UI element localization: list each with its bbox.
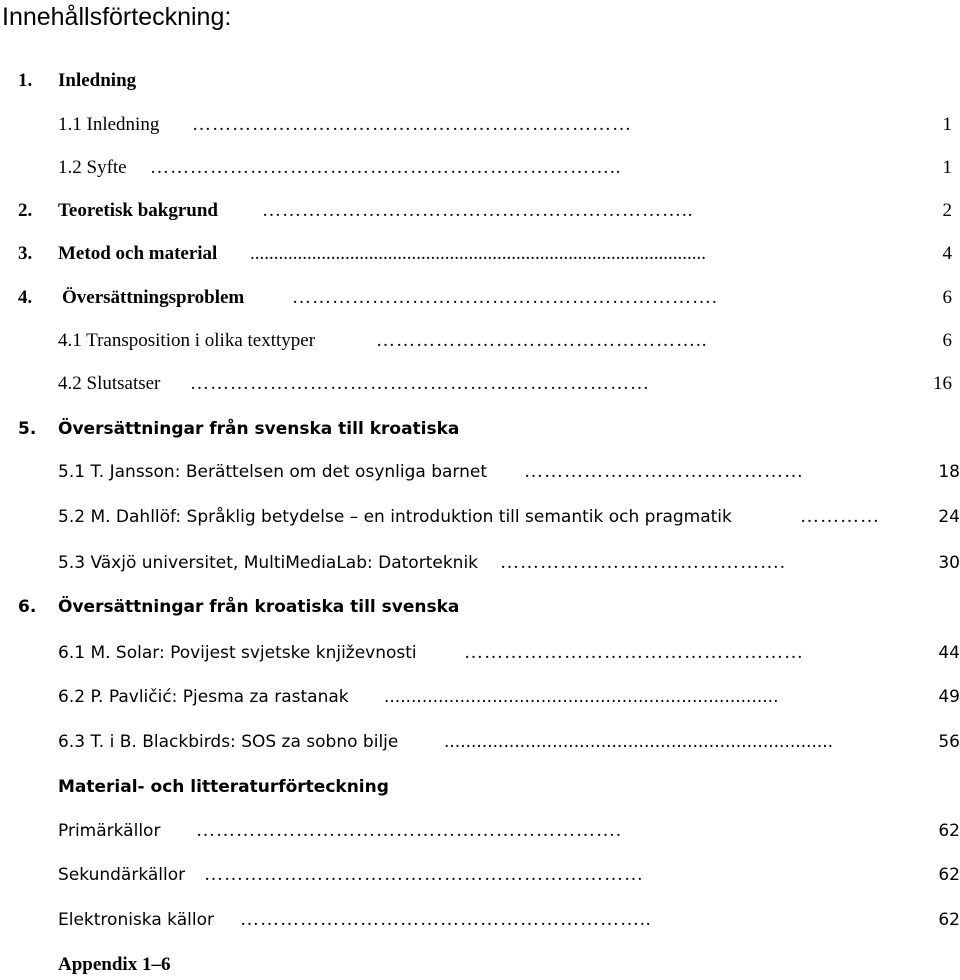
- toc-entry-label: Teoretisk bakgrund: [58, 200, 218, 221]
- toc-entry-label: Översättningar från svenska till kroatiska: [58, 419, 460, 439]
- toc-leader-dots: ……………………………………………………………..: [150, 157, 622, 178]
- toc-entry-number: 2.: [18, 200, 33, 221]
- toc-entry-5[interactable]: [0, 414, 960, 444]
- toc-entry-label: 4.1 Transposition i olika texttyper: [58, 330, 316, 351]
- toc-entry-label: Översättningar från kroatiska till svenska: [58, 597, 460, 617]
- toc-leader-dots: ……………………………………………: [464, 642, 804, 663]
- toc-entry-4-1[interactable]: [0, 326, 960, 356]
- toc-page-number: 1: [942, 157, 952, 178]
- toc-entry-label: Appendix 1–6: [58, 954, 171, 975]
- toc-leader-dots: …………………………………………………………: [192, 114, 632, 135]
- toc-entry-label: 6.3 T. i B. Blackbirds: SOS za sobno bilje: [58, 732, 399, 752]
- toc-page-number: 6: [942, 330, 952, 351]
- toc-entry-1-1[interactable]: [0, 110, 960, 140]
- toc-entry-label: 5.2 M. Dahllöf: Språklig betydelse – en introduktion till semantik och pragmatik: [58, 507, 732, 527]
- toc-entry-appendix[interactable]: [0, 950, 960, 980]
- toc-entry-1-2[interactable]: [0, 153, 960, 183]
- toc-leader-dots: …………: [800, 506, 880, 527]
- toc-page-number: 18: [938, 462, 960, 482]
- toc-entry-6-1[interactable]: [0, 638, 960, 668]
- toc-entry-elektroniska-kallor[interactable]: [0, 905, 960, 935]
- toc-entry-5-1[interactable]: [0, 457, 960, 487]
- toc-entry-label: Inledning: [58, 70, 137, 91]
- toc-leader-dots: ………………………………………………………..: [262, 200, 694, 221]
- toc-leader-dots: ……………………………………………………………: [190, 373, 650, 394]
- toc-leader-dots: …………………………………….: [500, 552, 786, 573]
- toc-entry-2[interactable]: [0, 196, 960, 226]
- toc-page-number: 62: [938, 821, 960, 841]
- toc-leader-dots: ……………………………………………………….: [196, 820, 622, 841]
- toc-leader-dots: ……………………………………………………….: [292, 287, 718, 308]
- toc-entry-label: Elektroniska källor: [58, 910, 214, 930]
- toc-entry-inledning[interactable]: [0, 66, 960, 96]
- toc-entry-6-3[interactable]: [0, 727, 960, 757]
- toc-leader-dots: ................................................................................................: [250, 243, 706, 264]
- toc-entry-number: 4.: [18, 287, 33, 308]
- toc-page-number: 4: [942, 243, 952, 264]
- toc-entry-number: 3.: [18, 243, 33, 264]
- toc-page-number: 24: [938, 507, 960, 527]
- toc-entry-label: Primärkällor: [58, 821, 161, 841]
- toc-page-number: 2: [942, 200, 952, 221]
- toc-entry-5-3[interactable]: [0, 548, 960, 578]
- toc-entry-3[interactable]: [0, 239, 960, 269]
- toc-page-number: 44: [938, 643, 960, 663]
- toc-entry-label: Metod och material: [58, 243, 218, 264]
- toc-leader-dots: …………………………………………………………: [204, 864, 644, 885]
- toc-entry-6[interactable]: [0, 592, 960, 622]
- toc-page-number: 6: [942, 287, 952, 308]
- toc-page-number: 49: [938, 687, 960, 707]
- toc-leader-dots: ……………………………………………………..: [240, 909, 652, 930]
- toc-entry-number: 1.: [18, 70, 33, 91]
- toc-entry-label: 6.2 P. Pavličić: Pjesma za rastanak: [58, 687, 349, 707]
- toc-leader-dots: ........................................................................: [444, 732, 834, 752]
- toc-leader-dots: ……………………………………: [524, 461, 804, 482]
- toc-entry-label: 4.2 Slutsatser: [58, 373, 161, 394]
- toc-entry-label: Översättningsproblem: [62, 287, 245, 308]
- toc-page-number: 62: [938, 865, 960, 885]
- toc-page-number: 56: [938, 732, 960, 752]
- toc-entry-label: 5.1 T. Jansson: Berättelsen om det osynliga barnet: [58, 462, 488, 482]
- toc-entry-label: 6.1 M. Solar: Povijest svjetske književnosti: [58, 643, 417, 663]
- toc-entry-label: 1.2 Syfte: [58, 157, 127, 178]
- toc-entry-sekundarkallor[interactable]: [0, 860, 960, 890]
- toc-entry-4-2[interactable]: [0, 369, 960, 399]
- toc-leader-dots: .........................................................................: [384, 687, 779, 707]
- toc-leader-dots: …………………………………………..: [376, 330, 708, 351]
- toc-page-number: 16: [933, 373, 952, 394]
- toc-page-number: 30: [938, 553, 960, 573]
- page-title: Innehållsförteckning:: [2, 3, 232, 31]
- toc-entry-number: 5.: [18, 419, 37, 439]
- toc-entry-material[interactable]: [0, 772, 960, 802]
- toc-page-number: 62: [938, 910, 960, 930]
- toc-page-number: 1: [942, 114, 952, 135]
- toc-entry-6-2[interactable]: [0, 682, 960, 712]
- toc-entry-primarkallor[interactable]: [0, 816, 960, 846]
- toc-entry-label: Sekundärkällor: [58, 865, 186, 885]
- toc-entry-label: Material- och litteraturförteckning: [58, 777, 389, 797]
- toc-entry-5-2[interactable]: [0, 502, 960, 532]
- toc-entry-label: 1.1 Inledning: [58, 114, 160, 135]
- toc-entry-number: 6.: [18, 597, 37, 617]
- toc-entry-label: 5.3 Växjö universitet, MultiMediaLab: Datorteknik: [58, 553, 479, 573]
- toc-entry-4[interactable]: [0, 283, 960, 313]
